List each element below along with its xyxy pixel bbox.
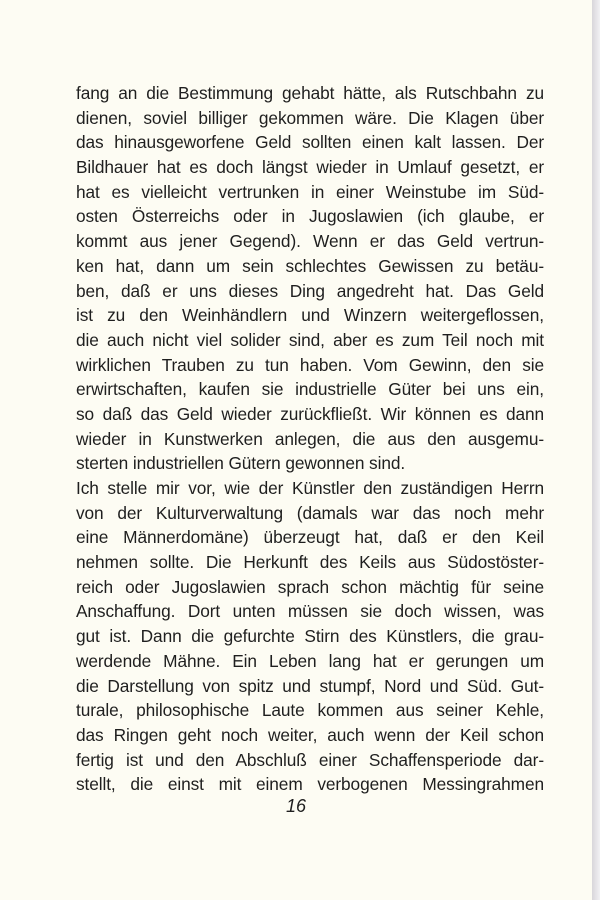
text-line: hat es vielleicht vertrunken in einer Weinstube im Süd- [76,181,544,202]
text-line: werdende Mähne. Ein Leben lang hat er gerungen um [76,650,544,671]
text-line: kommt aus jener Gegend). Wenn er das Geld vertrun- [76,231,544,252]
text-line: turale, philosophische Laute kommen aus seiner Kehle, [76,700,544,721]
text-line: das Ringen geht noch weiter, auch wenn der Keil schon [76,724,544,745]
text-line: ben, daß er uns dieses Ding angedreht hat. Das Geld [76,280,544,301]
page-number: 16 [285,796,307,816]
text-line: so daß das Geld wieder zurückfließt. Wir können es dann [76,403,544,424]
page-edge [592,0,600,900]
text-line: die auch nicht viel solider sind, aber es zum Teil noch mit [76,329,544,350]
text-line: eine Männerdomäne) überzeugt hat, daß er den Keil [76,527,544,548]
text-line: fang an die Bestimmung gehabt hätte, als Rutschbahn zu [76,83,544,103]
text-line: von der Kulturverwaltung (damals war das noch mehr [76,502,544,523]
text-line: erwirtschaften, kaufen sie industrielle Güter bei uns ein, [76,379,544,400]
text-line: Anschaffung. Dort unten müssen sie doch wissen, was [76,601,544,622]
body-text [76,81,544,797]
text-line: fertig ist und den Abschluß einer Schaffensperiode dar- [76,749,544,770]
text-line: stellt, die einst mit einem verbogenen Messingrahmen [76,774,544,795]
paragraph-1 [76,81,544,476]
text-line: die Darstellung von spitz und stumpf, Nord und Süd. Gut- [76,675,544,696]
text-line: Ich stelle mir vor, wie der Künstler den zuständigen Herrn [76,478,544,498]
text-line: ist zu den Weinhändlern und Winzern weitergeflossen, [76,305,544,326]
text-line: nehmen sollte. Die Herkunft des Keils aus Südostöster- [76,552,544,573]
text-line: das hinausgeworfene Geld sollten einen kalt lassen. Der [76,132,544,153]
text-line: dienen, soviel billiger gekommen wäre. Die Klagen über [76,107,544,128]
text-line: Bildhauer hat es doch längst wieder in Umlauf gesetzt, er [76,157,544,178]
text-line: wirklichen Trauben zu tun haben. Vom Gewinn, den sie [76,354,544,375]
text-line: ken hat, dann um sein schlechtes Gewissen zu betäu- [76,255,544,276]
text-line: osten Österreichs oder in Jugoslawien (ich glaube, er [76,206,544,227]
text-line: wieder in Kunstwerken anlegen, die aus den ausgemu- [76,428,544,449]
text-line: gut ist. Dann die gefurchte Stirn des Künstlers, die grau- [76,626,544,647]
text-line: reich oder Jugoslawien sprach schon mächtig für seine [76,576,544,597]
paragraph-2 [76,476,544,797]
text-line: sterten industriellen Gütern gewonnen sind. [76,453,406,474]
